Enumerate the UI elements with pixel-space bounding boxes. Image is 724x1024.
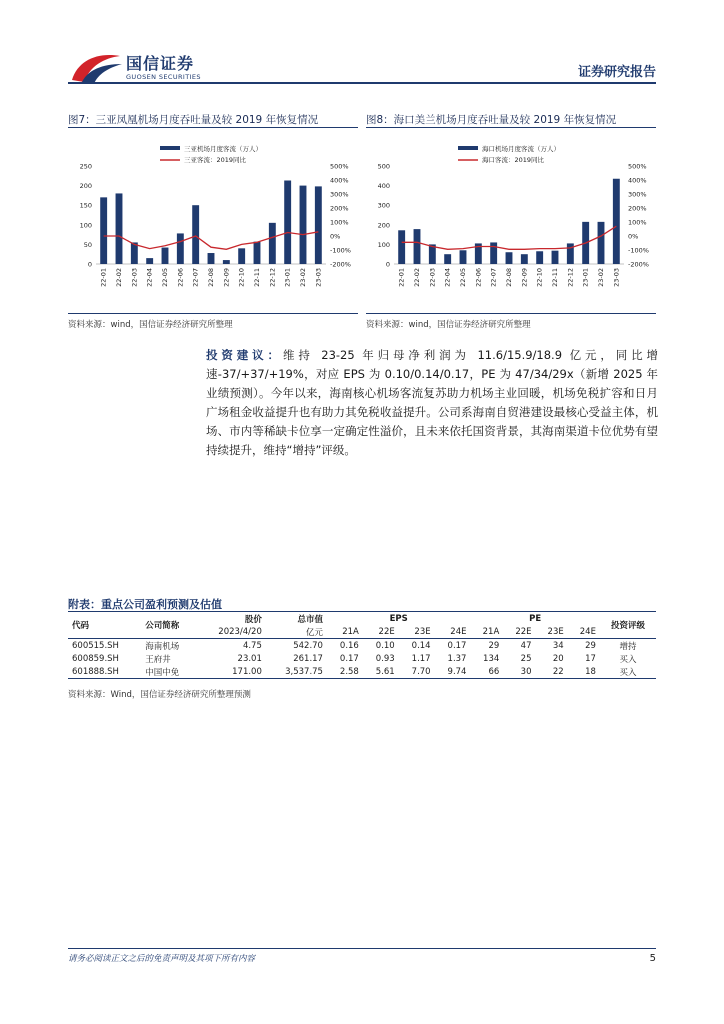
footer-disclaimer: 请务必阅读正文之后的免责声明及其项下所有内容: [68, 954, 256, 964]
cell-mktcap: 542.70: [293, 640, 323, 651]
th-eps: EPS: [389, 613, 408, 624]
y-right-tick-label: 200%: [628, 204, 647, 213]
y-left-tick-label: 0: [87, 260, 92, 269]
legend-bar-label: 三亚机场月度客流（万人）: [184, 145, 262, 153]
cell-code: 601888.SH: [72, 666, 119, 677]
cell-pe: 22: [552, 666, 564, 677]
bar: [598, 222, 605, 264]
cell-eps: 2.58: [339, 666, 359, 677]
x-tick-label: 22-06: [176, 268, 185, 287]
bar: [398, 230, 405, 264]
y-right-tick-label: 500%: [628, 162, 647, 171]
bar: [613, 179, 620, 264]
y-right-tick-label: -100%: [628, 246, 649, 255]
investment-advice-lead: 投资建议：: [206, 348, 283, 362]
x-tick-label: 22-03: [130, 268, 139, 287]
x-tick-label: 22-12: [268, 268, 277, 287]
figure7-source: 资料来源：wind，国信证券经济研究所整理: [68, 320, 233, 330]
x-tick-label: 22-07: [489, 268, 498, 287]
figure8-chart: [366, 132, 656, 307]
cell-rating: 买入: [619, 654, 637, 665]
legend-bar-swatch: [160, 146, 180, 150]
valuation-table: [68, 612, 656, 679]
cell-eps: 0.93: [375, 653, 395, 664]
cell-pe: 66: [488, 666, 500, 677]
y-left-tick-label: 0: [385, 260, 390, 269]
cell-pe: 17: [585, 653, 596, 664]
x-tick-label: 22-12: [566, 268, 575, 287]
table-title: 附表：重点公司盈利预测及估值: [68, 598, 222, 611]
investment-advice: [206, 346, 658, 460]
x-tick-label: 22-11: [551, 268, 559, 287]
th-rating: 投资评级: [610, 621, 645, 631]
y-right-tick-label: 400%: [330, 176, 349, 185]
x-tick-label: 22-06: [474, 268, 483, 287]
cell-eps: 0.17: [339, 653, 359, 664]
y-right-tick-label: 400%: [628, 176, 647, 185]
guosen-logo: [68, 50, 208, 90]
x-tick-label: 22-09: [520, 268, 529, 287]
bar: [177, 233, 184, 264]
x-tick-label: 22-08: [505, 268, 513, 287]
cell-mktcap: 261.17: [293, 653, 323, 664]
y-right-tick-label: 200%: [330, 204, 349, 213]
table-row: [68, 652, 656, 665]
table-row: [68, 639, 656, 653]
th-name: 公司简称: [145, 621, 180, 631]
figure7-bottom-rule: [68, 313, 358, 314]
chart-legend: [458, 144, 560, 164]
bar: [506, 252, 513, 264]
x-tick-label: 22-04: [443, 268, 452, 287]
y-left-tick-label: 150: [79, 201, 92, 210]
x-tick-label: 23-02: [597, 268, 605, 287]
th-price: 股价: [244, 614, 262, 625]
table-header-row: [68, 612, 656, 625]
bar: [100, 197, 107, 264]
legend-line-label: 海口客流：2019同比: [482, 156, 545, 164]
th-pe-year: 22E: [515, 626, 532, 637]
bar: [414, 229, 421, 264]
y-left-tick-label: 100: [377, 240, 390, 249]
th-mktcap: 总市值: [297, 614, 323, 625]
bar: [269, 223, 276, 264]
x-tick-label: 22-01: [397, 268, 406, 287]
cell-eps: 0.10: [375, 640, 395, 651]
y-right-tick-label: 500%: [330, 162, 349, 171]
x-tick-label: 22-02: [115, 268, 123, 287]
y-left-tick-label: 400: [377, 182, 390, 191]
cell-pe: 18: [585, 666, 596, 677]
th-mktcap-unit: 亿元: [305, 627, 323, 638]
cell-name: 王府井: [145, 654, 171, 665]
bar: [490, 242, 497, 264]
th-price-date: 2023/4/20: [218, 626, 262, 637]
bar: [146, 258, 153, 264]
cell-eps: 7.70: [411, 666, 431, 677]
legend-line-label: 三亚客流：2019同比: [184, 156, 247, 164]
y-right-tick-label: 0%: [330, 232, 341, 241]
x-tick-label: 22-01: [99, 268, 108, 287]
th-pe-year: 24E: [579, 626, 596, 637]
y-left-tick-label: 500: [377, 162, 390, 171]
page-number: 5: [649, 953, 656, 964]
cell-pe: 20: [552, 653, 564, 664]
cell-eps: 9.74: [447, 666, 467, 677]
th-eps-year: 22E: [378, 626, 395, 637]
x-tick-label: 22-08: [207, 268, 215, 287]
x-tick-label: 23-01: [581, 268, 590, 287]
logo-cn-text: 国信证券: [126, 54, 195, 73]
bar: [300, 186, 307, 264]
y-right-tick-label: -200%: [628, 260, 649, 269]
cell-eps: 0.17: [447, 640, 467, 651]
investment-advice-text: 维持 23-25 年归母净利润为 11.6/15.9/18.9 亿元，同比增速-37/+37/+19%，对应 EPS 为 0.10/0.14/0.17，PE 为 47/34/29x（新增 2025 年业绩预测）。今年以来，海南核心机场客流复苏助力机场主业回暖，机场免税扩容和日月广场租金收益提升也有助力其免税收益提升。公司系海南自贸港建设最核心受益主体，机场、市内等稀缺卡位享一定确定性溢价，且未来依托国资背景，其海南渠道卡位优势有望持续提升，维持“增持”评级。: [206, 348, 658, 457]
cell-eps: 0.16: [339, 640, 359, 651]
cell-name: 海南机场: [145, 641, 180, 652]
cell-eps: 0.14: [411, 640, 431, 651]
x-tick-label: 23-03: [612, 268, 621, 287]
cell-price: 4.75: [242, 640, 262, 651]
x-tick-label: 22-11: [253, 268, 261, 287]
figure8-title: 图8：海口美兰机场月度吞吐量及较 2019 年恢复情况: [366, 114, 617, 126]
y-right-tick-label: 100%: [330, 218, 349, 227]
bar: [254, 242, 261, 264]
bar: [552, 251, 559, 264]
cell-pe: 134: [483, 653, 500, 664]
logo-en-text: GUOSEN SECURITIES: [126, 73, 201, 81]
cell-name: 中国中免: [145, 667, 180, 678]
footer-rule: [68, 948, 656, 949]
cell-price: 171.00: [232, 666, 262, 677]
legend-bar-label: 海口机场月度客流（万人）: [482, 145, 560, 153]
y-right-tick-label: -100%: [330, 246, 351, 255]
x-tick-label: 22-05: [161, 268, 169, 287]
cell-mktcap: 3,537.75: [285, 666, 323, 677]
y-left-tick-label: 200: [79, 182, 92, 191]
cell-code: 600859.SH: [72, 653, 119, 664]
cell-code: 600515.SH: [72, 640, 119, 651]
chart-legend: [160, 144, 262, 164]
th-eps-year: 23E: [414, 626, 431, 637]
figure8-top-rule: [366, 127, 656, 128]
x-tick-label: 22-09: [222, 268, 231, 287]
y-right-tick-label: -200%: [330, 260, 351, 269]
th-pe-year: 23E: [547, 626, 564, 637]
th-pe-year: 21A: [482, 626, 500, 637]
cell-eps: 1.17: [411, 653, 431, 664]
legend-bar-swatch: [458, 146, 478, 150]
table-source: 资料来源：Wind，国信证券经济研究所整理预测: [68, 690, 251, 700]
th-eps-year: 21A: [342, 626, 359, 637]
y-right-tick-label: 300%: [628, 190, 647, 199]
cell-price: 23.01: [237, 653, 262, 664]
th-code: 代码: [72, 621, 90, 631]
bar: [444, 254, 451, 264]
figure7-chart: [68, 132, 358, 307]
figure8-bottom-rule: [366, 313, 656, 314]
x-tick-label: 23-01: [283, 268, 292, 287]
y-left-tick-label: 200: [377, 221, 390, 230]
y-right-tick-label: 0%: [628, 232, 639, 241]
x-tick-label: 22-05: [459, 268, 467, 287]
th-eps-year: 24E: [450, 626, 467, 637]
bar: [536, 251, 543, 264]
bar: [460, 250, 467, 264]
header-rule: [68, 82, 656, 84]
cell-eps: 5.61: [375, 666, 395, 677]
y-left-tick-label: 100: [79, 221, 92, 230]
cell-pe: 47: [520, 640, 532, 651]
cell-pe: 29: [488, 640, 500, 651]
report-type: 证券研究报告: [577, 65, 656, 80]
bar: [192, 205, 199, 264]
bar: [521, 254, 528, 264]
y-left-tick-label: 50: [83, 240, 92, 249]
y-right-tick-label: 300%: [330, 190, 349, 199]
y-left-tick-label: 250: [79, 162, 92, 171]
cell-eps: 1.37: [447, 653, 467, 664]
bar: [208, 253, 215, 264]
cell-pe: 29: [585, 640, 596, 651]
bar: [238, 248, 245, 264]
bar: [162, 248, 169, 264]
cell-pe: 34: [552, 640, 564, 651]
bar: [284, 181, 291, 264]
table-row: [68, 665, 656, 679]
x-tick-label: 22-10: [535, 268, 544, 287]
guosen-logo-icon: [68, 50, 124, 86]
y-right-tick-label: 100%: [628, 218, 647, 227]
x-tick-label: 22-04: [145, 268, 154, 287]
bar: [223, 260, 230, 264]
bar: [315, 186, 322, 264]
x-tick-label: 23-02: [299, 268, 307, 287]
cell-pe: 25: [520, 653, 532, 664]
y-left-tick-label: 300: [377, 201, 390, 210]
cell-pe: 30: [520, 666, 532, 677]
cell-rating: 增持: [619, 641, 637, 652]
figure8-source: 资料来源：wind，国信证券经济研究所整理: [366, 320, 531, 330]
x-tick-label: 22-10: [237, 268, 246, 287]
x-tick-label: 23-03: [314, 268, 323, 287]
figure7-top-rule: [68, 127, 358, 128]
th-pe: PE: [529, 613, 542, 624]
x-tick-label: 22-02: [413, 268, 421, 287]
cell-rating: 买入: [619, 667, 637, 678]
figure7-title: 图7：三亚凤凰机场月度吞吐量及较 2019 年恢复情况: [68, 114, 319, 126]
bar: [116, 193, 123, 264]
x-tick-label: 22-07: [191, 268, 200, 287]
x-tick-label: 22-03: [428, 268, 437, 287]
